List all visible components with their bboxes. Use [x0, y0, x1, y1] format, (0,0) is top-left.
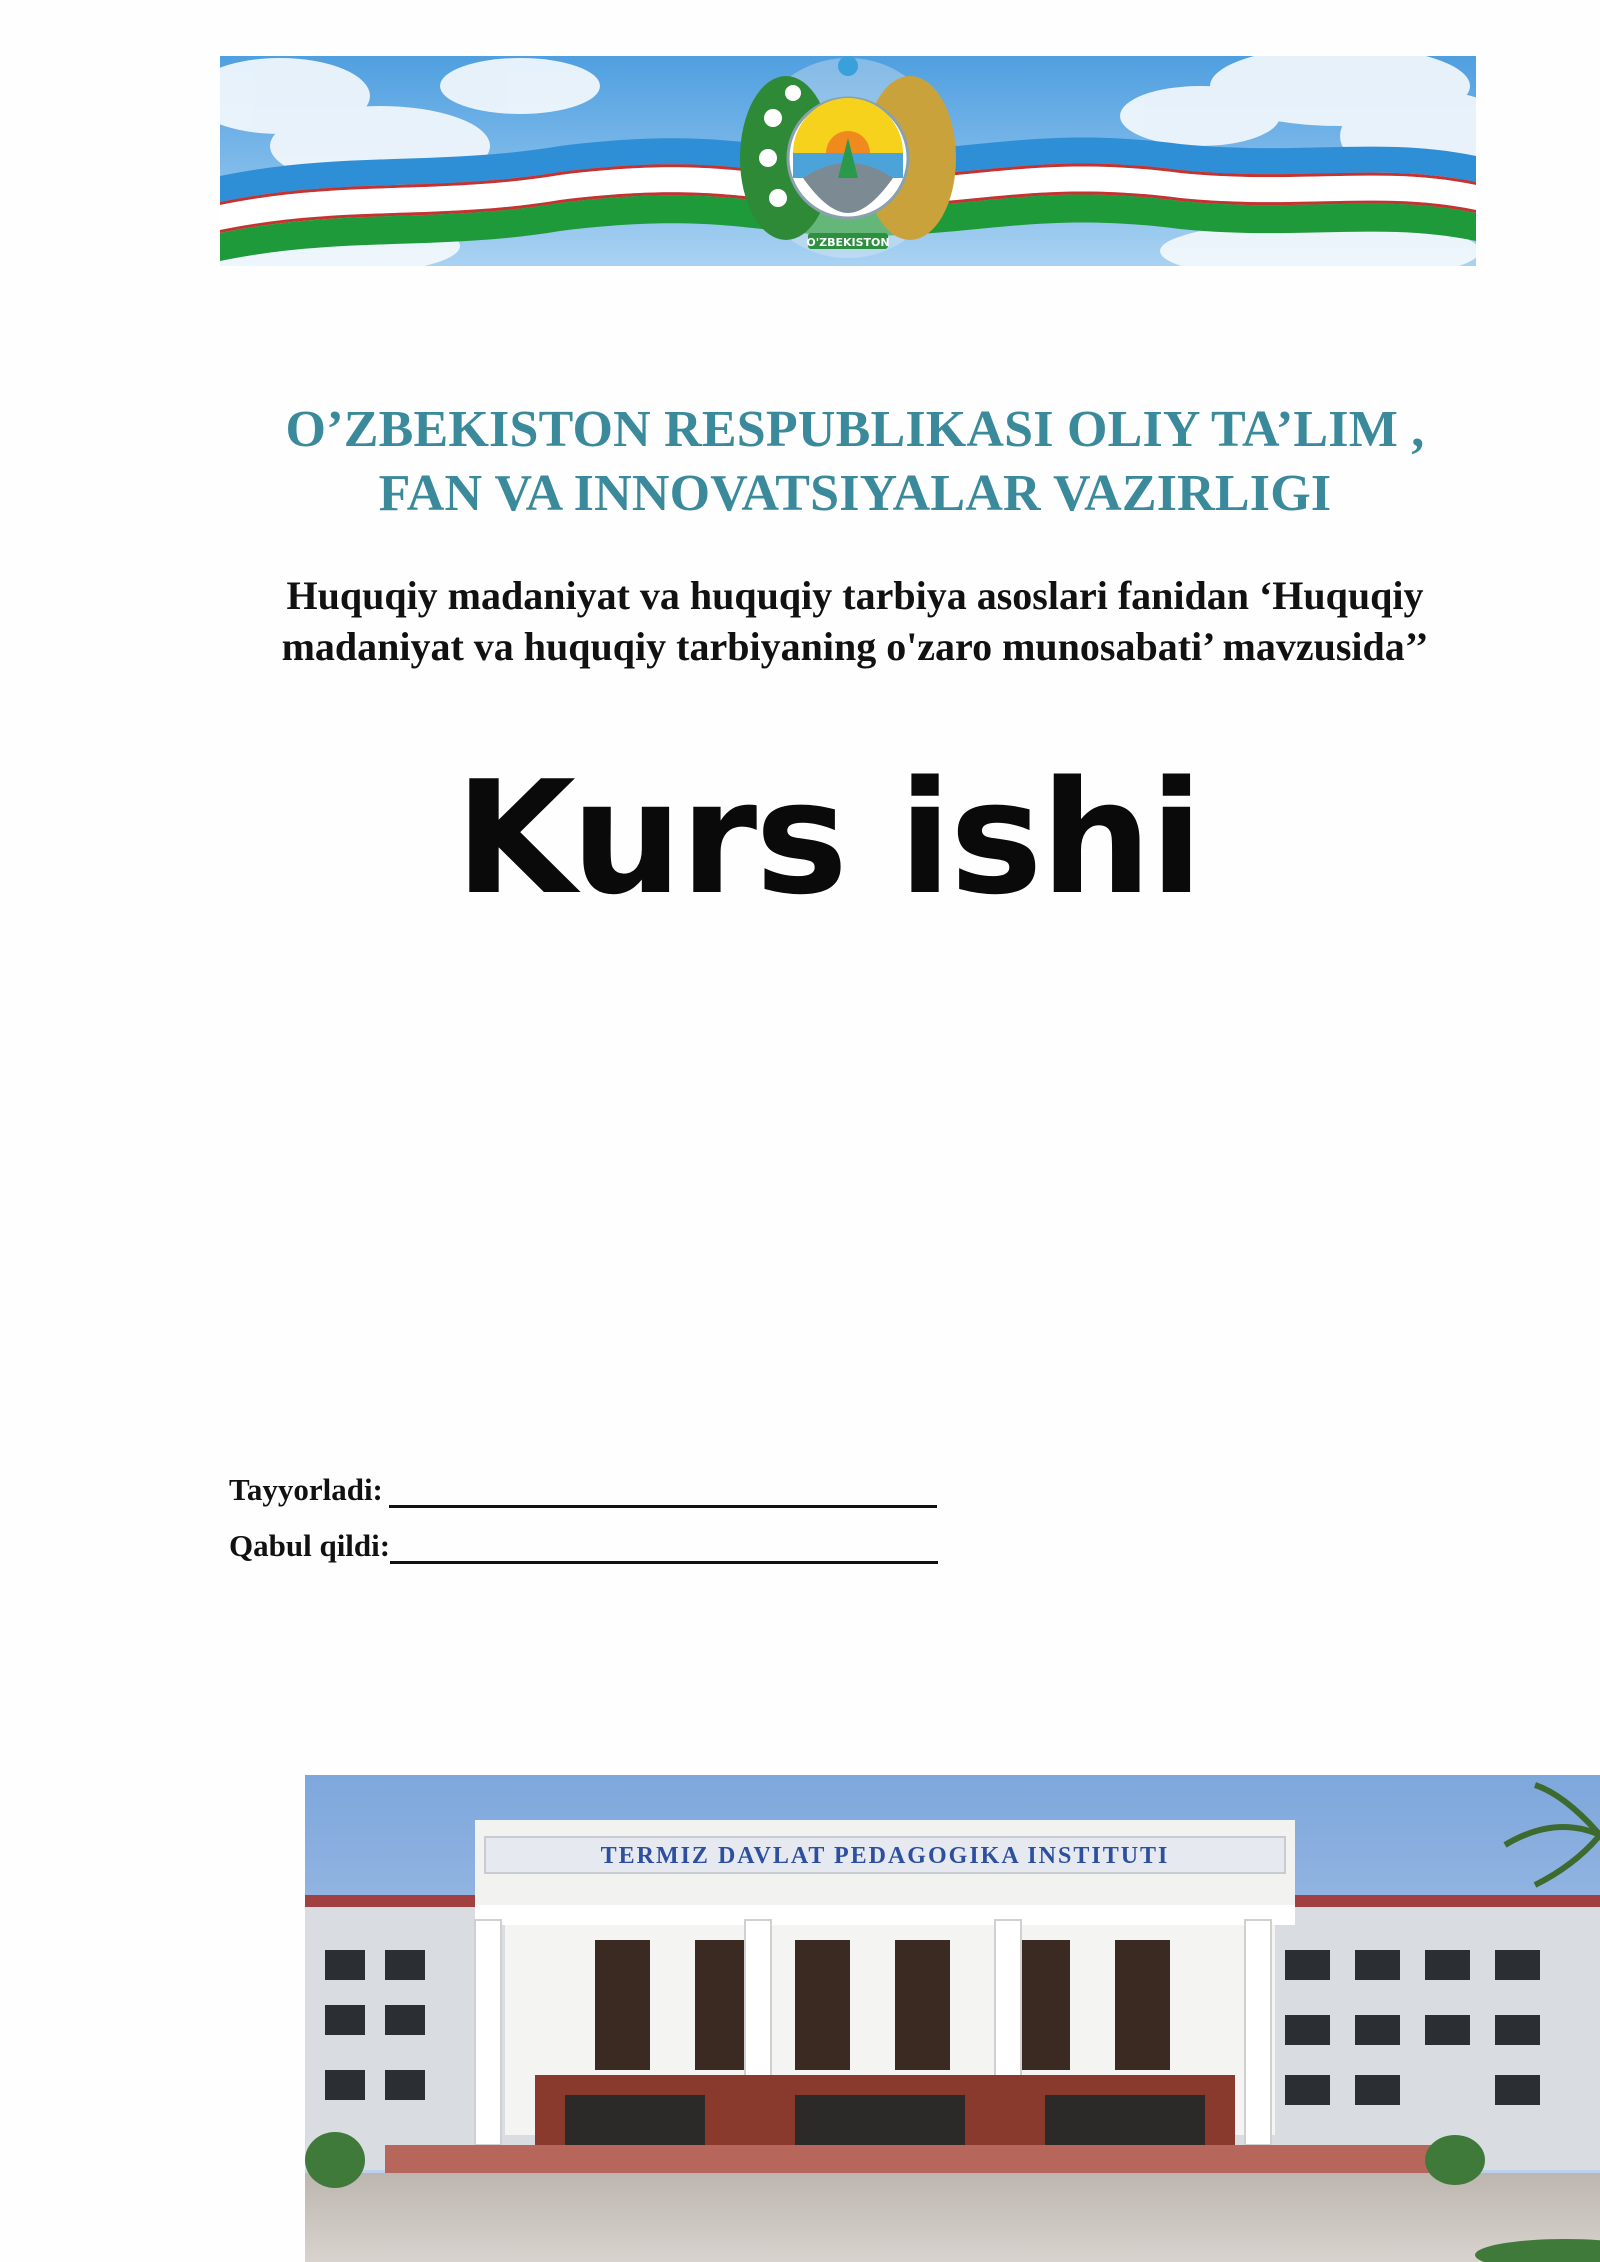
ministry-line-2: FAN VA INNOVATSIYALAR VAZIRLIGI [378, 465, 1332, 522]
prepared-by-blank [389, 1479, 937, 1508]
building-sign-text: TERMIZ DAVLAT PEDAGOGIKA INSTITUTI [600, 1843, 1170, 1869]
accepted-by-row [229, 1528, 938, 1564]
prepared-by-label: Tayyorladi: [229, 1472, 383, 1507]
prepared-by-row [229, 1472, 937, 1508]
header-banner [220, 56, 1476, 266]
institute-building-photo [305, 1775, 1600, 2262]
emblem-caption: O'ZBEKISTON [806, 236, 890, 249]
subject-heading [0, 570, 1600, 672]
accepted-by-blank [390, 1535, 938, 1564]
flag-emblem-image [220, 56, 1476, 266]
building-image [305, 1775, 1600, 2262]
subject-line-1: Huquqiy madaniyat va huquqiy tarbiya asoslari fanidan ‘Huquqiy [286, 573, 1424, 618]
subject-line-2: madaniyat va huquqiy tarbiyaning o'zaro munosabati’ mavzusida’’ [281, 624, 1429, 669]
state-emblem-icon [740, 56, 956, 258]
document-title: Kurs ishi [455, 747, 1202, 929]
ministry-heading [0, 398, 1600, 526]
accepted-by-label: Qabul qildi: [229, 1528, 391, 1563]
ministry-line-1: O’ZBEKISTON RESPUBLIKASI OLIY TA’LIM , [285, 401, 1425, 458]
